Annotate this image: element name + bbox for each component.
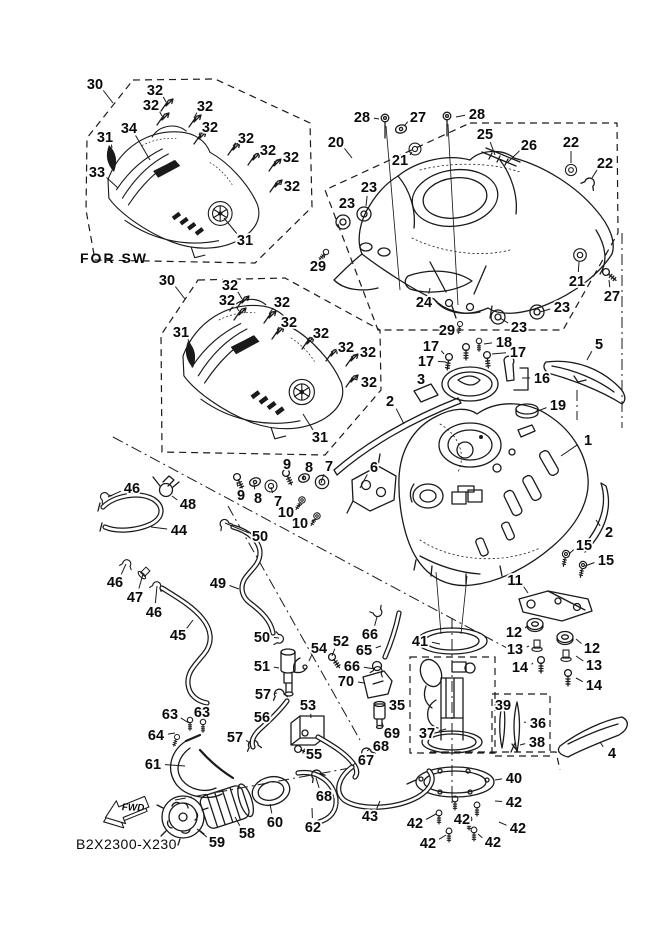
callout-8: 8	[253, 491, 263, 507]
callout-42: 42	[406, 816, 424, 832]
callout-34: 34	[120, 121, 138, 137]
callout-37: 37	[418, 726, 436, 742]
leader-line	[197, 829, 207, 837]
leader-line	[160, 111, 163, 116]
callout-47: 47	[126, 590, 144, 606]
callout-66: 66	[361, 627, 379, 643]
callout-67: 67	[357, 753, 375, 769]
leader-line	[172, 496, 177, 500]
callout-9: 9	[236, 488, 246, 504]
callout-7: 7	[273, 494, 283, 510]
callout-14: 14	[511, 660, 529, 676]
leader-line	[600, 742, 603, 747]
callout-32: 32	[142, 98, 160, 114]
leader-line	[163, 97, 166, 102]
callout-45: 45	[169, 628, 187, 644]
leader-line	[151, 527, 167, 529]
callout-42: 42	[509, 821, 527, 837]
callout-20: 20	[327, 135, 345, 151]
leader-line	[520, 744, 525, 745]
callout-69: 69	[383, 726, 401, 742]
callout-5: 5	[594, 337, 604, 353]
callout-4: 4	[607, 746, 617, 762]
leader-line	[274, 638, 279, 639]
leader-line	[538, 408, 547, 411]
leader-line	[499, 822, 507, 825]
leader-line	[441, 351, 444, 354]
tank-cover-standard	[183, 299, 343, 438]
leader-line	[175, 287, 185, 300]
leader-line	[103, 91, 113, 104]
callout-26: 26	[520, 138, 538, 154]
leader-line	[561, 445, 578, 456]
callout-31: 31	[96, 130, 114, 146]
leader-line	[274, 667, 279, 668]
callout-13: 13	[585, 658, 603, 674]
callout-61: 61	[144, 757, 162, 773]
callout-50: 50	[253, 630, 271, 646]
fuel-tank-body	[399, 404, 588, 586]
callout-9: 9	[282, 457, 292, 473]
leader-line	[405, 122, 408, 125]
callout-46: 46	[106, 575, 124, 591]
callout-28: 28	[353, 110, 371, 126]
leader-line	[478, 834, 482, 838]
callout-22: 22	[562, 135, 580, 151]
callout-15: 15	[575, 538, 593, 554]
callout-54: 54	[310, 641, 328, 657]
pad-19	[516, 404, 538, 437]
leader-line	[358, 682, 364, 683]
leader-line	[527, 646, 529, 647]
callout-41: 41	[411, 634, 429, 650]
callout-17: 17	[422, 339, 440, 355]
callout-32: 32	[221, 278, 239, 294]
callout-11: 11	[507, 573, 523, 589]
fuel-cock-51	[281, 649, 295, 696]
leader-line	[508, 151, 520, 162]
leader-line	[121, 564, 126, 574]
callout-46: 46	[145, 605, 163, 621]
callout-6: 6	[369, 460, 379, 476]
callout-70: 70	[337, 674, 355, 690]
leader-line	[587, 351, 592, 360]
leader-line	[438, 361, 446, 362]
callout-63: 63	[193, 705, 211, 721]
leader-line	[225, 523, 249, 533]
callout-17: 17	[417, 354, 435, 370]
leader-line	[432, 642, 440, 644]
callout-53: 53	[299, 698, 317, 714]
callout-32: 32	[146, 83, 164, 99]
callout-2: 2	[385, 394, 395, 410]
callout-21: 21	[568, 274, 586, 290]
callout-42: 42	[484, 835, 502, 851]
callout-38: 38	[528, 735, 546, 751]
callout-46: 46	[123, 481, 141, 497]
leader-line	[155, 586, 157, 603]
leader-line	[540, 309, 550, 312]
callout-56: 56	[253, 710, 271, 726]
callout-42: 42	[505, 795, 523, 811]
leader-line	[578, 262, 579, 272]
leader-line	[360, 475, 367, 489]
leader-line	[375, 617, 377, 626]
leader-line	[376, 646, 381, 648]
leader-line	[187, 620, 194, 629]
leader-line	[576, 639, 582, 644]
callout-30: 30	[86, 77, 104, 93]
callout-55: 55	[305, 747, 323, 763]
callout-43: 43	[361, 809, 379, 825]
callout-66: 66	[343, 659, 361, 675]
callout-36: 36	[529, 716, 547, 732]
callout-8: 8	[304, 460, 314, 476]
callout-40: 40	[505, 771, 523, 787]
callout-68: 68	[315, 789, 333, 805]
callout-27: 27	[409, 110, 427, 126]
callout-68: 68	[372, 739, 390, 755]
callout-32: 32	[259, 143, 277, 159]
callout-17: 17	[509, 345, 527, 361]
leader-line	[366, 196, 367, 206]
tank-top-cover	[334, 148, 613, 318]
leader-line	[576, 656, 583, 661]
callout-31: 31	[236, 233, 254, 249]
callout-23: 23	[338, 196, 356, 212]
callout-33: 33	[88, 165, 106, 181]
callout-27: 27	[603, 289, 621, 305]
hose-44	[98, 495, 161, 531]
leader-line	[532, 663, 534, 664]
callout-59: 59	[208, 835, 226, 851]
leader-line	[524, 586, 529, 593]
callout-10: 10	[291, 516, 309, 532]
filler-plate	[442, 356, 528, 401]
callout-42: 42	[453, 812, 471, 828]
clamp-48	[153, 476, 179, 497]
flange-40	[407, 767, 494, 797]
callout-58: 58	[238, 826, 256, 842]
callout-23: 23	[553, 300, 571, 316]
callout-48: 48	[179, 497, 197, 513]
ring-60	[249, 773, 293, 810]
callout-15: 15	[597, 553, 615, 569]
callout-65: 65	[355, 643, 373, 659]
callout-39: 39	[494, 698, 512, 714]
leader-line	[492, 353, 506, 354]
callout-23: 23	[510, 320, 528, 336]
fwd-arrow-label: FWD	[121, 802, 145, 814]
callout-35: 35	[388, 698, 406, 714]
leader-line	[303, 414, 313, 430]
bracket-11	[519, 591, 592, 621]
callout-50: 50	[251, 529, 269, 545]
callout-24: 24	[415, 295, 433, 311]
leader-line	[495, 779, 502, 780]
callout-30: 30	[158, 273, 176, 289]
callout-13: 13	[506, 642, 524, 658]
callout-32: 32	[282, 150, 300, 166]
callout-31: 31	[172, 325, 190, 341]
leader-line	[230, 586, 240, 590]
leader-line	[316, 778, 319, 788]
bracket-53	[291, 716, 324, 745]
leader-line	[495, 801, 502, 802]
callout-2: 2	[604, 525, 614, 541]
leader-line	[576, 678, 583, 682]
callout-57: 57	[254, 687, 272, 703]
leader-line	[345, 148, 353, 158]
callout-42: 42	[419, 836, 437, 852]
leader-line	[429, 288, 430, 294]
callout-1: 1	[583, 433, 593, 449]
leader-line	[426, 814, 436, 820]
leader-line	[238, 292, 242, 299]
callout-52: 52	[332, 634, 350, 650]
leader-line	[374, 118, 379, 119]
callout-44: 44	[170, 523, 188, 539]
callout-3: 3	[416, 372, 426, 388]
leader-line	[367, 749, 370, 751]
bracket-61	[171, 735, 233, 797]
injector-69	[374, 702, 385, 729]
callout-12: 12	[505, 625, 523, 641]
callout-29: 29	[309, 259, 327, 275]
callout-57: 57	[226, 730, 244, 746]
callout-22: 22	[596, 156, 614, 172]
leader-line	[254, 484, 255, 489]
leader-line	[609, 280, 610, 287]
leader-line	[237, 482, 238, 486]
hose-45	[162, 588, 210, 703]
callout-32: 32	[218, 293, 236, 309]
callout-21: 21	[391, 153, 409, 169]
callout-32: 32	[312, 326, 330, 342]
cup-58	[199, 782, 257, 830]
callout-32: 32	[337, 340, 355, 356]
for-sw-label: FOR SW	[80, 250, 148, 266]
callout-64: 64	[147, 728, 165, 744]
hose-65	[385, 613, 399, 657]
leader-line	[165, 765, 185, 766]
fwd-arrow	[98, 790, 153, 834]
callout-10: 10	[277, 505, 295, 521]
leader-line	[168, 733, 175, 734]
callout-23: 23	[360, 180, 378, 196]
callout-12: 12	[583, 641, 601, 657]
callout-32: 32	[201, 120, 219, 136]
callout-32: 32	[273, 295, 291, 311]
callout-63: 63	[161, 707, 179, 723]
callout-49: 49	[209, 576, 227, 592]
callout-32: 32	[237, 131, 255, 147]
callout-14: 14	[585, 678, 603, 694]
callout-32: 32	[360, 375, 378, 391]
callout-32: 32	[280, 315, 298, 331]
leader-line	[439, 835, 446, 839]
callout-60: 60	[266, 815, 284, 831]
diagram-artwork	[86, 79, 627, 845]
leader-line	[456, 115, 465, 117]
callout-32: 32	[283, 179, 301, 195]
callout-7: 7	[324, 459, 334, 475]
leader-line	[484, 343, 492, 344]
callout-51: 51	[253, 659, 271, 675]
callout-28: 28	[468, 107, 486, 123]
callout-32: 32	[196, 99, 214, 115]
inset-box-top-cover	[325, 123, 621, 330]
callout-25: 25	[476, 127, 494, 143]
leader-line	[396, 409, 404, 424]
callout-31: 31	[311, 430, 329, 446]
callout-32: 32	[359, 345, 377, 361]
callout-16: 16	[533, 371, 551, 387]
callout-19: 19	[549, 398, 567, 414]
part-number: B2X2300-X230	[76, 836, 177, 852]
leader-line	[569, 550, 574, 554]
callout-62: 62	[304, 820, 322, 836]
callout-labels	[87, 77, 620, 852]
callout-18: 18	[495, 335, 513, 351]
callout-29: 29	[438, 323, 456, 339]
